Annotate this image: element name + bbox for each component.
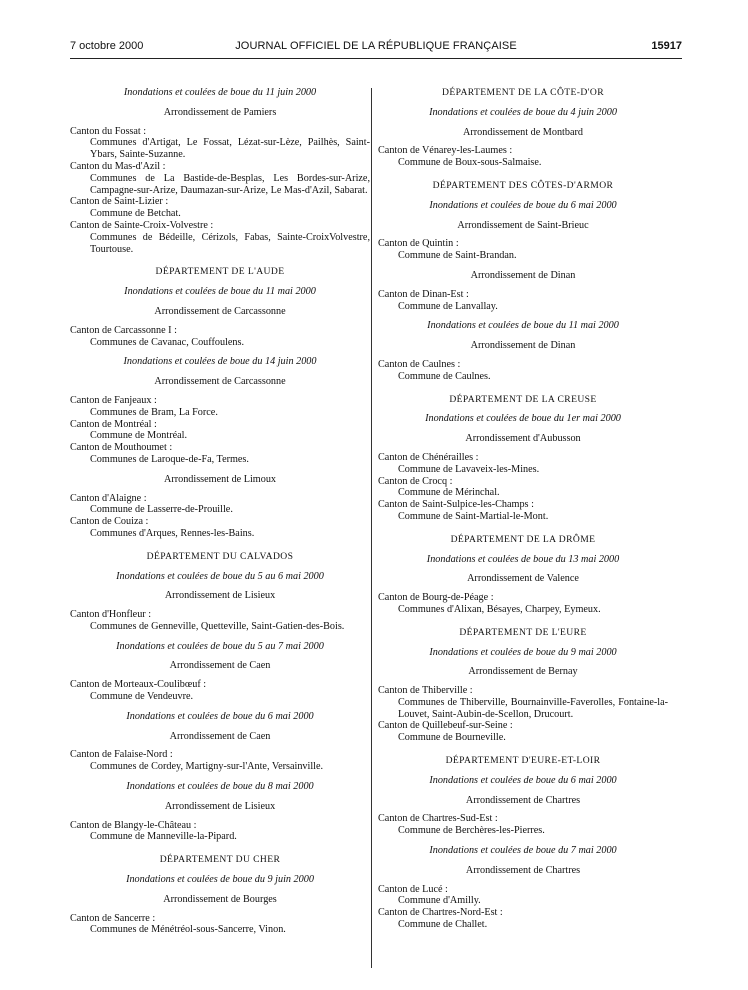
page-header (70, 40, 682, 56)
arrondissement-heading: Arrondissement de Caen (169, 660, 271, 672)
communes-list: Commune de Betchat. (90, 208, 181, 220)
event-title: Inondations et coulées de boue du 11 mai 2000 (124, 286, 316, 298)
communes-list: Commune de Saint-Martial-le-Mont. (398, 510, 549, 522)
event-title: Inondations et coulées de boue du 13 mai 2000 (426, 553, 620, 565)
communes-list: Commune de Bourneville. (398, 732, 506, 744)
canton-label: Canton de Montréal : (70, 418, 157, 430)
journal-title: JOURNAL OFFICIEL DE LA RÉPUBLIQUE FRANÇAISE (235, 40, 517, 52)
communes-list: Commune de Mérinchal. (398, 487, 500, 499)
header-rule (70, 58, 682, 59)
communes-list: Communes de Bédeille, Cérizols, Fabas, Sainte-CroixVolvestre, Tourtouse. (90, 231, 370, 255)
event-title: Inondations et coulées de boue du 6 mai 2000 (429, 774, 617, 786)
canton-label: Canton de Carcassonne I : (70, 324, 177, 336)
canton-label: Canton de Fanjeaux : (70, 394, 157, 406)
department-heading: DÉPARTEMENT D'EURE-ET-LOIR (445, 755, 601, 767)
right-column (378, 87, 668, 931)
communes-list: Communes de Thiberville, Bournainville-Faverolles, Fontaine-la-Louvet, Saint-Aubin-de-Scellon, Drucourt. (398, 696, 668, 720)
event-title: Inondations et coulées de boue du 9 juin 2000 (126, 874, 314, 886)
communes-list: Commune de Lavaveix-les-Mines. (398, 463, 540, 475)
canton-label: Canton de Saint-Lizier : (70, 196, 169, 208)
canton-label: Canton de Chartres-Sud-Est : (378, 813, 498, 825)
arrondissement-heading: Arrondissement de Valence (467, 573, 579, 585)
canton-label: Canton de Caulnes : (378, 358, 461, 370)
canton-label: Canton de Crocq : (378, 475, 453, 487)
page-number: 15917 (651, 40, 682, 52)
arrondissement-heading: Arrondissement de Caen (169, 730, 271, 742)
canton-label: Canton de Sainte-Croix-Volvestre : (70, 219, 214, 231)
canton-label: Canton de Chartres-Nord-Est : (378, 907, 503, 919)
left-column (70, 87, 370, 936)
arrondissement-heading: Arrondissement de Bourges (163, 893, 277, 905)
event-title: Inondations et coulées de boue du 7 mai 2000 (429, 845, 617, 857)
communes-list: Communes de Laroque-de-Fa, Termes. (90, 453, 249, 465)
arrondissement-heading: Arrondissement d'Aubusson (465, 433, 581, 445)
event-title: Inondations et coulées de boue du 1er mai 2000 (425, 413, 621, 425)
event-title: Inondations et coulées de boue du 6 mai 2000 (429, 199, 617, 211)
communes-list: Communes d'Alixan, Bésayes, Charpey, Eymeux. (398, 603, 601, 615)
canton-label: Canton de Quintin : (378, 238, 459, 250)
arrondissement-heading: Arrondissement de Dinan (470, 340, 576, 352)
department-heading: DÉPARTEMENT DE LA DRÔME (450, 533, 596, 545)
canton-label: Canton de Morteaux-Coulibœuf : (70, 679, 207, 691)
arrondissement-heading: Arrondissement de Dinan (470, 269, 576, 281)
communes-list: Commune de Manneville-la-Pipard. (90, 831, 237, 843)
event-title: Inondations et coulées de boue du 4 juin 2000 (429, 106, 617, 118)
event-title: Inondations et coulées de boue du 5 au 6 mai 2000 (116, 570, 324, 582)
canton-label: Canton de Dinan-Est : (378, 288, 469, 300)
communes-list: Commune de Caulnes. (398, 370, 491, 382)
canton-label: Canton de Sancerre : (70, 912, 156, 924)
arrondissement-heading: Arrondissement de Lisieux (164, 800, 276, 812)
arrondissement-heading: Arrondissement de Chartres (465, 864, 581, 876)
event-title: Inondations et coulées de boue du 8 mai 2000 (126, 781, 314, 793)
communes-list: Commune de Lasserre-de-Prouille. (90, 504, 233, 516)
event-title: Inondations et coulées de boue du 5 au 7 mai 2000 (116, 640, 324, 652)
canton-label: Canton de Falaise-Nord : (70, 749, 173, 761)
event-title: Inondations et coulées de boue du 11 mai 2000 (427, 320, 619, 332)
communes-list: Communes de Ménétréol-sous-Sancerre, Vinon. (90, 924, 286, 936)
arrondissement-heading: Arrondissement de Lisieux (164, 590, 276, 602)
canton-label: Canton de Thiberville : (378, 685, 473, 697)
canton-label: Canton de Vénarey-les-Laumes : (378, 145, 513, 157)
department-heading: DÉPARTEMENT DES CÔTES-D'ARMOR (432, 179, 614, 191)
communes-list: Communes de Genneville, Quetteville, Saint-Gatien-des-Bois. (90, 620, 345, 632)
canton-label: Canton de Chénérailles : (378, 451, 479, 463)
event-title: Inondations et coulées de boue du 11 juin 2000 (123, 87, 317, 98)
event-title: Inondations et coulées de boue du 9 mai 2000 (429, 646, 617, 658)
department-heading: DÉPARTEMENT DU CALVADOS (146, 550, 294, 562)
communes-list: Communes de Cavanac, Couffoulens. (90, 336, 245, 348)
event-title: Inondations et coulées de boue du 14 juin 2000 (123, 356, 317, 368)
department-heading: DÉPARTEMENT DE L'EURE (459, 626, 587, 638)
arrondissement-heading: Arrondissement de Carcassonne (154, 376, 286, 388)
communes-list: Commune de Lanvallay. (398, 300, 498, 312)
communes-list: Commune de Challet. (398, 919, 488, 931)
canton-label: Canton de Mouthoumet : (70, 442, 173, 454)
canton-label: Canton du Mas-d'Azil : (70, 160, 166, 172)
communes-list: Commune de Vendeuvre. (90, 691, 194, 703)
canton-label: Canton de Lucé : (378, 883, 448, 895)
arrondissement-heading: Arrondissement de Bernay (468, 666, 578, 678)
communes-list: Communes d'Artigat, Le Fossat, Lézat-sur-Lèze, Pailhès, Saint-Ybars, Sainte-Suzanne. (90, 137, 370, 161)
communes-list: Communes de Cordey, Martigny-sur-l'Ante, Versainville. (90, 761, 324, 773)
canton-label: Canton d'Alaigne : (70, 492, 147, 504)
department-heading: DÉPARTEMENT DE LA CÔTE-D'OR (442, 87, 604, 98)
issue-date: 7 octobre 2000 (70, 40, 144, 52)
arrondissement-heading: Arrondissement de Chartres (465, 794, 581, 806)
communes-list: Commune de Berchères-les-Pierres. (398, 825, 545, 837)
canton-label: Canton de Couiza : (70, 516, 149, 528)
arrondissement-heading: Arrondissement de Saint-Brieuc (457, 219, 589, 231)
arrondissement-heading: Arrondissement de Limoux (163, 473, 277, 485)
communes-list: Communes d'Arques, Rennes-les-Bains. (90, 527, 255, 539)
arrondissement-heading: Arrondissement de Pamiers (163, 106, 277, 118)
arrondissement-heading: Arrondissement de Carcassonne (154, 305, 286, 317)
communes-list: Communes de La Bastide-de-Besplas, Les Bordes-sur-Arize, Campagne-sur-Arize, Daumazan-sur-Arize, Le Mas-d'Azil, Sabarat. (90, 172, 370, 196)
canton-label: Canton de Saint-Sulpice-les-Champs : (378, 499, 534, 511)
department-heading: DÉPARTEMENT DU CHER (159, 854, 281, 866)
canton-label: Canton de Bourg-de-Péage : (378, 592, 494, 604)
communes-list: Communes de Bram, La Force. (90, 406, 218, 418)
canton-label: Canton de Quillebeuf-sur-Seine : (378, 720, 513, 732)
canton-label: Canton de Blangy-le-Château : (70, 819, 197, 831)
communes-list: Commune de Saint-Brandan. (398, 250, 517, 262)
arrondissement-heading: Arrondissement de Montbard (463, 126, 583, 138)
canton-label: Canton d'Honfleur : (70, 609, 152, 621)
event-title: Inondations et coulées de boue du 6 mai 2000 (126, 710, 314, 722)
canton-label: Canton du Fossat : (70, 125, 147, 137)
department-heading: DÉPARTEMENT DE LA CREUSE (449, 393, 597, 405)
column-separator (371, 88, 372, 968)
communes-list: Commune de Montréal. (90, 430, 188, 442)
communes-list: Commune de Boux-sous-Salmaise. (398, 157, 542, 169)
communes-list: Commune d'Amilly. (398, 895, 481, 907)
department-heading: DÉPARTEMENT DE L'AUDE (155, 266, 285, 278)
